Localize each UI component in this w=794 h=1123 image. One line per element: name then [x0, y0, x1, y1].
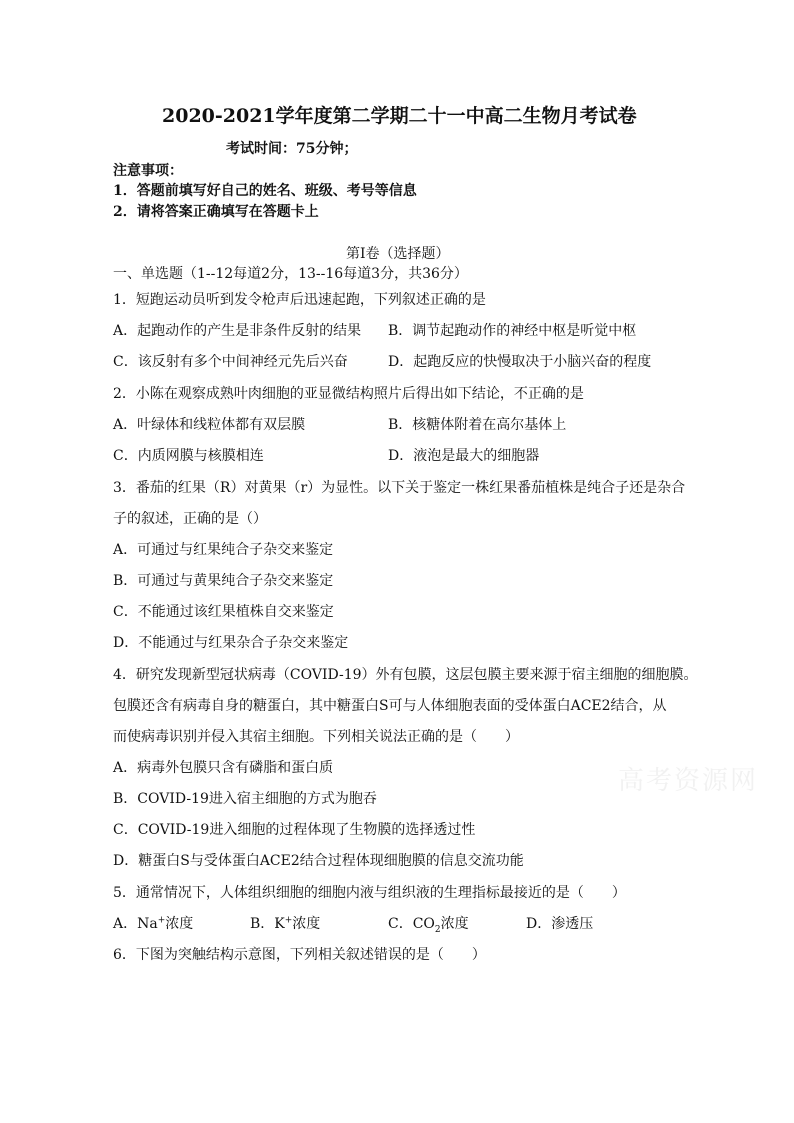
- question-4-option-c: C．COVID-19进入细胞的过程体现了生物膜的选择透过性: [113, 822, 476, 838]
- question-6-stem: 6．下图为突触结构示意图，下列相关叙述错误的是（ ）: [113, 947, 486, 963]
- question-1-option-a: A．起跑动作的产生是非条件反射的结果: [113, 323, 362, 339]
- option-label: A．Na: [113, 916, 158, 932]
- question-5-option-c: [388, 915, 469, 933]
- question-3-option-c: C．不能通过该红果植株自交来鉴定: [113, 604, 334, 620]
- question-2-option-b: B．核糖体附着在高尔基体上: [388, 417, 567, 433]
- question-3-stem-cont: 子的叙述，正确的是（）: [113, 511, 267, 527]
- option-label: B．K: [250, 916, 285, 932]
- superscript: +: [284, 915, 293, 926]
- question-4-stem-cont: 包膜还含有病毒自身的糖蛋白，其中糖蛋白S可与人体细胞表面的受体蛋白ACE2结合，从: [113, 698, 667, 714]
- option-label: 浓度: [440, 916, 469, 932]
- question-5-option-d: D．渗透压: [526, 916, 594, 932]
- option-label: 浓度: [292, 916, 321, 932]
- question-4-option-a: A．病毒外包膜只含有磷脂和蛋白质: [113, 760, 334, 776]
- notes-item: 2．请将答案正确填写在答题卡上: [113, 204, 319, 220]
- question-5-option-a: [113, 915, 193, 933]
- option-label: C．CO: [388, 916, 435, 932]
- superscript: +: [157, 915, 166, 926]
- question-4-stem-cont: 而使病毒识别并侵入其宿主细胞。下列相关说法正确的是（ ）: [113, 729, 519, 745]
- option-label: 浓度: [165, 916, 194, 932]
- part-title: 一、单选题（1--12每道2分，13--16每道3分，共36分）: [113, 266, 468, 282]
- question-4-option-d: D．糖蛋白S与受体蛋白ACE2结合过程体现细胞膜的信息交流功能: [113, 853, 524, 869]
- question-5-option-b: [250, 915, 320, 933]
- question-1-option-b: B．调节起跑动作的神经中枢是听觉中枢: [388, 323, 637, 339]
- question-4-option-b: B．COVID-19进入宿主细胞的方式为胞吞: [113, 791, 377, 807]
- question-1-stem: 1．短跑运动员听到发令枪声后迅速起跑，下列叙述正确的是: [113, 292, 486, 308]
- question-4-stem: 4．研究发现新型冠状病毒（COVID-19）外有包膜，这层包膜主要来源于宿主细胞的细胞膜。: [113, 667, 698, 683]
- question-2-option-c: C．内质网膜与核膜相连: [113, 448, 264, 464]
- question-5-stem: 5．通常情况下，人体组织细胞的细胞内液与组织液的生理指标最接近的是（ ）: [113, 885, 626, 901]
- question-1-option-c: C．该反射有多个中间神经元先后兴奋: [113, 354, 348, 370]
- question-3-stem: 3．番茄的红果（R）对黄果（r）为显性。以下关于鉴定一株红果番茄植株是纯合子还是杂合: [113, 480, 686, 496]
- question-2-stem: 2．小陈在观察成熟叶肉细胞的亚显微结构照片后得出如下结论，不正确的是: [113, 386, 584, 402]
- question-2-option-a: A．叶绿体和线粒体都有双层膜: [113, 417, 306, 433]
- question-3-option-d: D．不能通过与红果杂合子杂交来鉴定: [113, 635, 349, 651]
- notes-item: 1．答题前填写好自己的姓名、班级、考号等信息: [113, 183, 417, 199]
- question-1-option-d: D．起跑反应的快慢取决于小脑兴奋的程度: [388, 354, 652, 370]
- exam-title: 2020-2021学年度第二学期二十一中高二生物月考试卷: [162, 105, 637, 127]
- subscript: 2: [434, 924, 441, 935]
- volume-title: 第I卷（选择题）: [346, 246, 450, 262]
- watermark: 高考资源网: [618, 766, 759, 796]
- exam-time: 考试时间：75分钟；: [226, 141, 358, 157]
- question-3-option-a: A．可通过与红果纯合子杂交来鉴定: [113, 542, 334, 558]
- question-3-option-b: B．可通过与黄果纯合子杂交来鉴定: [113, 573, 334, 589]
- notes-heading: 注意事项：: [113, 163, 183, 179]
- question-2-option-d: D．液泡是最大的细胞器: [388, 448, 540, 464]
